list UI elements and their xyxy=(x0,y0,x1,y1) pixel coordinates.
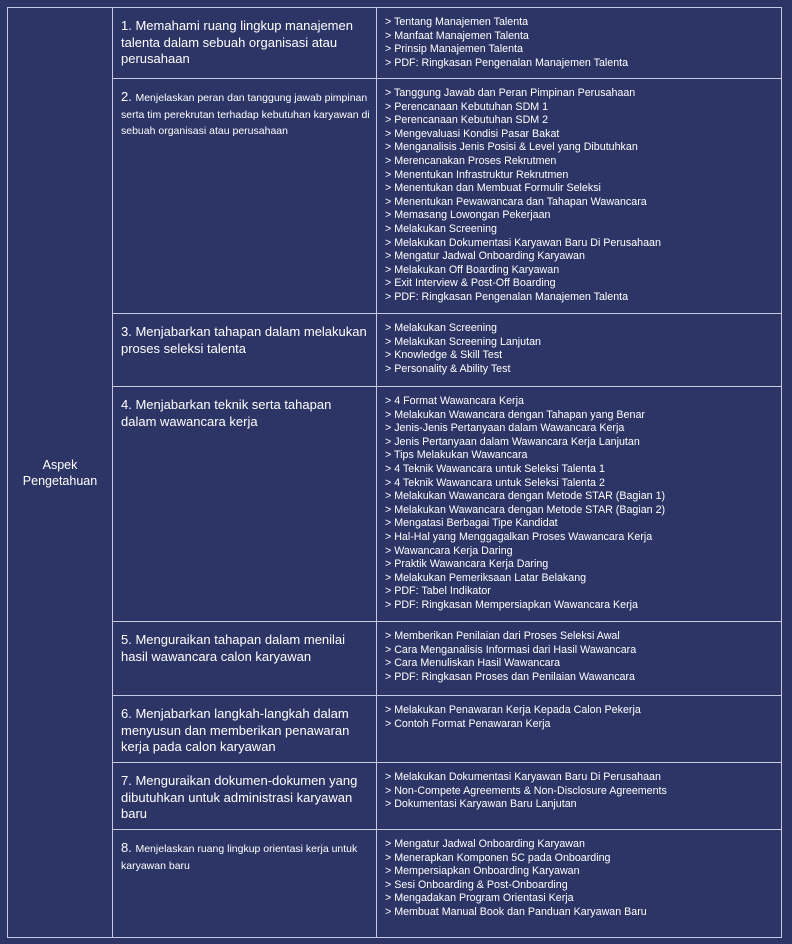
table-row xyxy=(8,8,782,79)
list-item: > Perencanaan Kebutuhan SDM 2 xyxy=(385,114,549,127)
objective-text: Menjabarkan langkah-langkah dalam menyusun dan memberikan penawaran kerja pada calon karyawan xyxy=(121,706,350,754)
list-item: > Melakukan Off Boarding Karyawan xyxy=(385,263,560,276)
list-item: > PDF: Ringkasan Pengenalan Manajemen Talenta xyxy=(385,290,629,303)
list-item: > PDF: Tabel Indikator xyxy=(385,585,491,598)
list-item: > Memasang Lowongan Pekerjaan xyxy=(385,209,551,222)
list-item: > Sesi Onboarding & Post-Onboarding xyxy=(385,878,568,891)
objective-text: Menguraikan tahapan dalam menilai hasil wawancara calon karyawan xyxy=(121,632,346,664)
objective-cell xyxy=(113,622,377,696)
list-item: > Cara Menuliskan Hasil Wawancara xyxy=(385,657,561,670)
table-row xyxy=(8,79,782,314)
materials-list xyxy=(385,16,777,70)
list-item: > Tentang Manajemen Talenta xyxy=(385,16,529,28)
objective-cell xyxy=(113,696,377,763)
objective-number: 4. xyxy=(121,397,132,412)
list-item: > Mengadakan Program Orientasi Kerja xyxy=(385,892,574,905)
list-item: > Mengevaluasi Kondisi Pasar Bakat xyxy=(385,127,560,140)
objective-cell xyxy=(113,387,377,622)
objective-text: Menjabarkan teknik serta tahapan dalam wawancara kerja xyxy=(121,397,332,429)
list-item: > Menerapkan Komponen 5C pada Onboarding xyxy=(385,851,611,864)
list-item: > Cara Menganalisis Informasi dari Hasil Wawancara xyxy=(385,643,637,656)
curriculum-table xyxy=(7,7,782,938)
materials-list xyxy=(385,322,777,376)
list-item: > Melakukan Dokumentasi Karyawan Baru Di Perusahaan xyxy=(385,771,661,783)
list-item: > Menentukan Pewawancara dan Tahapan Wawancara xyxy=(385,195,647,208)
list-item: > PDF: Ringkasan Proses dan Penilaian Wawancara xyxy=(385,670,635,683)
materials-cell xyxy=(377,314,782,387)
materials-cell xyxy=(377,8,782,79)
materials-list xyxy=(385,704,777,731)
materials-cell xyxy=(377,763,782,830)
table-row xyxy=(8,314,782,387)
list-item: > Mengatur Jadwal Onboarding Karyawan xyxy=(385,250,585,263)
materials-cell xyxy=(377,696,782,763)
list-item: > Hal-Hal yang Menggagalkan Proses Wawancara Kerja xyxy=(385,530,653,543)
list-item: > 4 Teknik Wawancara untuk Seleksi Talenta 1 xyxy=(385,462,605,475)
objective-number: 5. xyxy=(121,632,132,647)
list-item: > Mengatur Jadwal Onboarding Karyawan xyxy=(385,838,585,850)
list-item: > Exit Interview & Post-Off Boarding xyxy=(385,277,556,290)
materials-cell xyxy=(377,830,782,938)
list-item: > 4 Teknik Wawancara untuk Seleksi Talenta 2 xyxy=(385,476,605,489)
materials-list xyxy=(385,87,777,305)
table-row xyxy=(8,622,782,696)
objective-cell xyxy=(113,763,377,830)
list-item: > Manfaat Manajemen Talenta xyxy=(385,29,529,42)
list-item: > Menentukan dan Membuat Formulir Seleksi xyxy=(385,182,601,195)
objective-number: 6. xyxy=(121,706,132,721)
objective-text: Menguraikan dokumen-dokumen yang dibutuhkan untuk administrasi karyawan baru xyxy=(121,773,358,821)
table-row xyxy=(8,696,782,763)
objective-number: 3. xyxy=(121,324,132,339)
list-item: > Prinsip Manajemen Talenta xyxy=(385,43,523,56)
list-item: > Praktik Wawancara Kerja Daring xyxy=(385,558,549,571)
list-item: > Jenis Pertanyaan dalam Wawancara Kerja Lanjutan xyxy=(385,435,640,448)
objective-cell xyxy=(113,830,377,938)
list-item: > Mempersiapkan Onboarding Karyawan xyxy=(385,865,580,878)
table-row xyxy=(8,763,782,830)
list-item: > Mengatasi Berbagai Tipe Kandidat xyxy=(385,517,558,530)
list-item: > Melakukan Penawaran Kerja Kepada Calon Pekerja xyxy=(385,704,641,716)
list-item: > Tips Melakukan Wawancara xyxy=(385,449,528,462)
list-item: > Contoh Format Penawaran Kerja xyxy=(385,717,551,730)
materials-list xyxy=(385,838,777,920)
list-item: > PDF: Ringkasan Mempersiapkan Wawancara Kerja xyxy=(385,598,638,611)
objective-number: 1. xyxy=(121,18,132,33)
objective-text: Menjelaskan peran dan tanggung jawab pimpinan serta tim perekrutan terhadap kebutuhan karyawan di sebuah organisasi atau perusahaan xyxy=(121,92,370,137)
objective-cell xyxy=(113,79,377,314)
list-item: > Melakukan Screening xyxy=(385,222,497,235)
list-item: > Menganalisis Jenis Posisi & Level yang Dibutuhkan xyxy=(385,141,638,154)
list-item: > Knowledge & Skill Test xyxy=(385,349,503,362)
materials-cell xyxy=(377,79,782,314)
list-item: > Wawancara Kerja Daring xyxy=(385,544,513,557)
objective-cell xyxy=(113,314,377,387)
objective-text: Memahami ruang lingkup manajemen talenta dalam sebuah organisasi atau perusahaan xyxy=(121,18,353,66)
list-item: > Melakukan Screening Lanjutan xyxy=(385,335,541,348)
list-item: > PDF: Ringkasan Pengenalan Manajemen Talenta xyxy=(385,56,629,69)
list-item: > Melakukan Dokumentasi Karyawan Baru Di Perusahaan xyxy=(385,236,661,249)
list-item: > Melakukan Pemeriksaan Latar Belakang xyxy=(385,571,587,584)
table-row xyxy=(8,387,782,622)
materials-list xyxy=(385,395,777,613)
list-item: > Melakukan Wawancara dengan Tahapan yang Benar xyxy=(385,408,645,421)
objective-number: 8. xyxy=(121,840,132,855)
list-item: > Melakukan Wawancara dengan Metode STAR (Bagian 1) xyxy=(385,490,666,503)
list-item: > Menentukan Infrastruktur Rekrutmen xyxy=(385,168,569,181)
materials-cell xyxy=(377,622,782,696)
table-row xyxy=(8,830,782,938)
materials-cell xyxy=(377,387,782,622)
list-item: > Non-Compete Agreements & Non-Disclosure Agreements xyxy=(385,784,667,797)
objective-text: Menjelaskan ruang lingkup orientasi kerja untuk karyawan baru xyxy=(121,843,358,872)
list-item: > Membuat Manual Book dan Panduan Karyawan Baru xyxy=(385,905,647,918)
materials-list xyxy=(385,630,777,684)
list-item: > Jenis-Jenis Pertanyaan dalam Wawancara Kerja xyxy=(385,422,625,435)
list-item: > Melakukan Wawancara dengan Metode STAR (Bagian 2) xyxy=(385,503,666,516)
objective-text: Menjabarkan tahapan dalam melakukan proses seleksi talenta xyxy=(121,324,367,356)
list-item: > Merencanakan Proses Rekrutmen xyxy=(385,154,557,167)
list-item: > 4 Format Wawancara Kerja xyxy=(385,395,524,407)
materials-list xyxy=(385,771,777,812)
list-item: > Perencanaan Kebutuhan SDM 1 xyxy=(385,100,549,113)
list-item: > Memberikan Penilaian dari Proses Seleksi Awal xyxy=(385,630,620,642)
aspect-cell: Aspek Pengetahuan xyxy=(8,8,113,938)
list-item: > Dokumentasi Karyawan Baru Lanjutan xyxy=(385,798,577,811)
objective-number: 7. xyxy=(121,773,132,788)
objective-number: 2. xyxy=(121,89,132,104)
list-item: > Melakukan Screening xyxy=(385,322,497,334)
list-item: > Tanggung Jawab dan Peran Pimpinan Perusahaan xyxy=(385,87,636,99)
list-item: > Personality & Ability Test xyxy=(385,362,511,375)
objective-cell xyxy=(113,8,377,79)
